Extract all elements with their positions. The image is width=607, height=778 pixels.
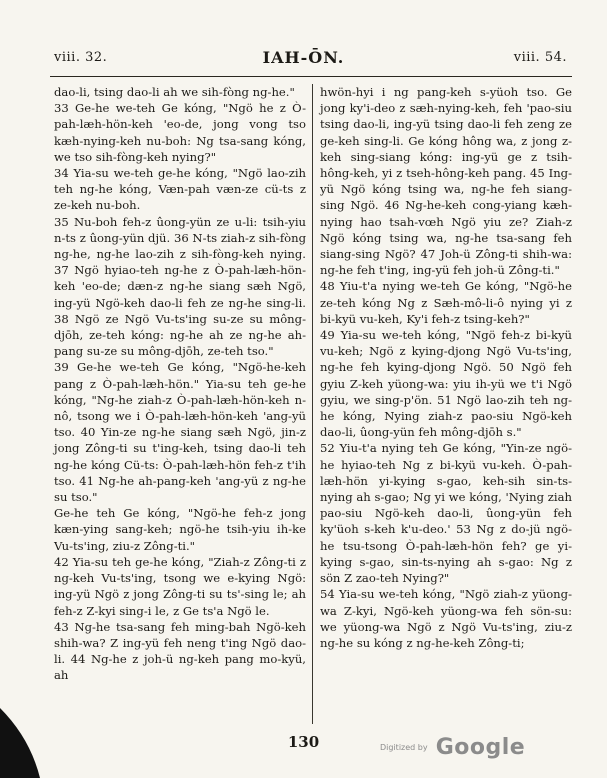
header-rule (50, 76, 572, 77)
header-chapter-verse-start: viii. 32. (54, 50, 108, 65)
page-number: 130 (287, 733, 320, 751)
header-chapter-verse-end: viii. 54. (513, 50, 567, 65)
digitized-credit (380, 735, 525, 760)
google-logo: Google (435, 735, 526, 760)
digitized-by-label: Digitized by (380, 743, 428, 752)
text-column-left: daο-li, tsing dao-li ah we sih-fòng ng-he." 33 Ge-he we-teh Ge kóng, "Ngö he z Ò-pah-læh-hön-keh 'eo-de, jong vong tso kæh-nying-keh nu-boh: Ng tsa-sang kóng, we tso sih-fòng-keh nying?" 34 Yia-su we-teh ge-he kóng, "Ngö lao-zih teh ng-he kóng, Væn-pah væn-ze cü-ts z ze-keh nu-boh. 35 Nu-boh feh-z ûong-yün ze u-li: tsih-yiu n-ts z ûong-yün djü. 36 N-ts ziah-z sih-fòng ng-he, ng-he lao-zih z sih-fòng-keh nying. 37 Ngö hyiao-teh ng-he z Ò-pah-læh-hön-keh 'eo-de; dæn-z ng-he siang sæh Ngö, ing-yü Ngö-keh dao-li feh ze ng-he sing-li. 38 Ngö ze Ngö Vu-ts'ing su-ze su mông-djōh, ze-teh kóng: ng-he ah ze ng-he ah-pang su-ze su mông-djōh, ze-teh tso." 39 Ge-he we-teh Ge kóng, "Ngö-he-keh pang z Ò-pah-læh-hön." Yia-su teh ge-he kóng, "Ng-he ziah-z Ò-pah-læh-hön-keh n-nô, tsong we i Ò-pah-læh-hön-keh 'ang-yü tso. 40 Yin-ze ng-he siang sæh Ngö, jin-z jong Zông-ti su t'ing-keh, tsing dao-li teh ng-he kóng Cü-ts: Ò-pah-læh-hön feh-z t'ih tso. 41 Ng-he ah-pang-keh 'ang-yü z ng-he su tso." Ge-he teh Ge kóng, "Ngö-he feh-z jong kæn-ying sang-keh; ngö-he tsih-yiu ih-ke Vu-ts'ing, ziu-z Zông-ti." 42 Yia-su teh ge-he kóng, "Ziah-z Zông-ti z ng-keh Vu-ts'ing, tsong we e-kying Ngö: ing-yü Ngö z jong Zông-ti su ts'-sing le; ah feh-z Z-kyi sing-i le, z Ge ts'a Ngö le. 43 Ng-he tsa-sang feh ming-bah Ngö-keh shih-wa? Z ing-yü feh neng t'ing Ngö dao-li. 44 Ng-he z joh-ü ng-keh pang mo-kyü, ah (54, 85, 306, 683)
text-column-right: hwön-hyi i ng pang-keh s-yüoh tso. Ge jong ky'i-deo z sæh-nying-keh, feh 'pao-siu tsing dao-li, ing-yü tsing dao-li feh zeng ze ge-keh sing-li. Ge kóng hông wa, z jong z-keh sing-siang kóng: ing-yü ge z tsih-hông-keh, yi z tseh-hông-keh pang. 45 Ing-yü Ngö kóng tsing wa, ng-he feh siang-sing Ngö. 46 Ng-he-keh cong-yiang kæh-nying hao tsah-vœh Ngö yiu ze? Ziah-z Ngö kóng tsing wa, ng-he tsa-sang feh siang-sing Ngö? 47 Joh-ü Zông-ti shih-wa: ng-he feh t'ing, ing-yü feh joh-ü Zông-ti." 48 Yiu-t'a nying we-teh Ge kóng, "Ngö-he ze-teh kóng Ng z Sæh-mô-li-ô nying yi z bi-kyü vu-keh, Ky'i feh-z tsing-keh?" 49 Yia-su we-teh kóng, "Ngö feh-z bi-kyü vu-keh; Ngö z kying-djong Ngö Vu-ts'ing, ng-he feh kying-djong Ngö. 50 Ngö feh gyiu Z-keh yüong-wa: yiu ih-yü we t'i Ngö gyiu, we sing-p'ön. 51 Ngö lao-zih teh ng-he kóng, Nying ziah-z pao-siu Ngö-keh dao-li, ûong-yün feh mông-djōh s." 52 Yiu-t'a nying teh Ge kóng, "Yin-ze ngö-he hyiao-teh Ng z bi-kyü vu-keh. Ò-pah-læh-hön yi-kying s-gao, keh-sih sin-ts-nying ah s-gao; Ng yi we kóng, 'Nying ziah pao-siu Ngö-keh dao-li, ûong-yün feh ky'üoh s-keh k'u-deo.' 53 Ng z do-jü ngö-he tsu-tsong Ò-pah-læh-hön feh? ge yi-kying s-gao, sin-ts-nying ah s-gao: Ng z sön Z zao-teh Nying?" 54 Yia-su we-teh kóng, "Ngö ziah-z yüong-wa Z-kyi, Ngö-keh yüong-wa feh sön-su: we yüong-wa Ngö z Ngö Vu-ts'ing, ziu-z ng-he su kóng z ng-he-keh Zông-ti; (320, 85, 572, 650)
page-title: IAH-ŌN. (262, 48, 345, 67)
page-corner-shadow (0, 708, 40, 778)
column-divider (312, 84, 313, 724)
